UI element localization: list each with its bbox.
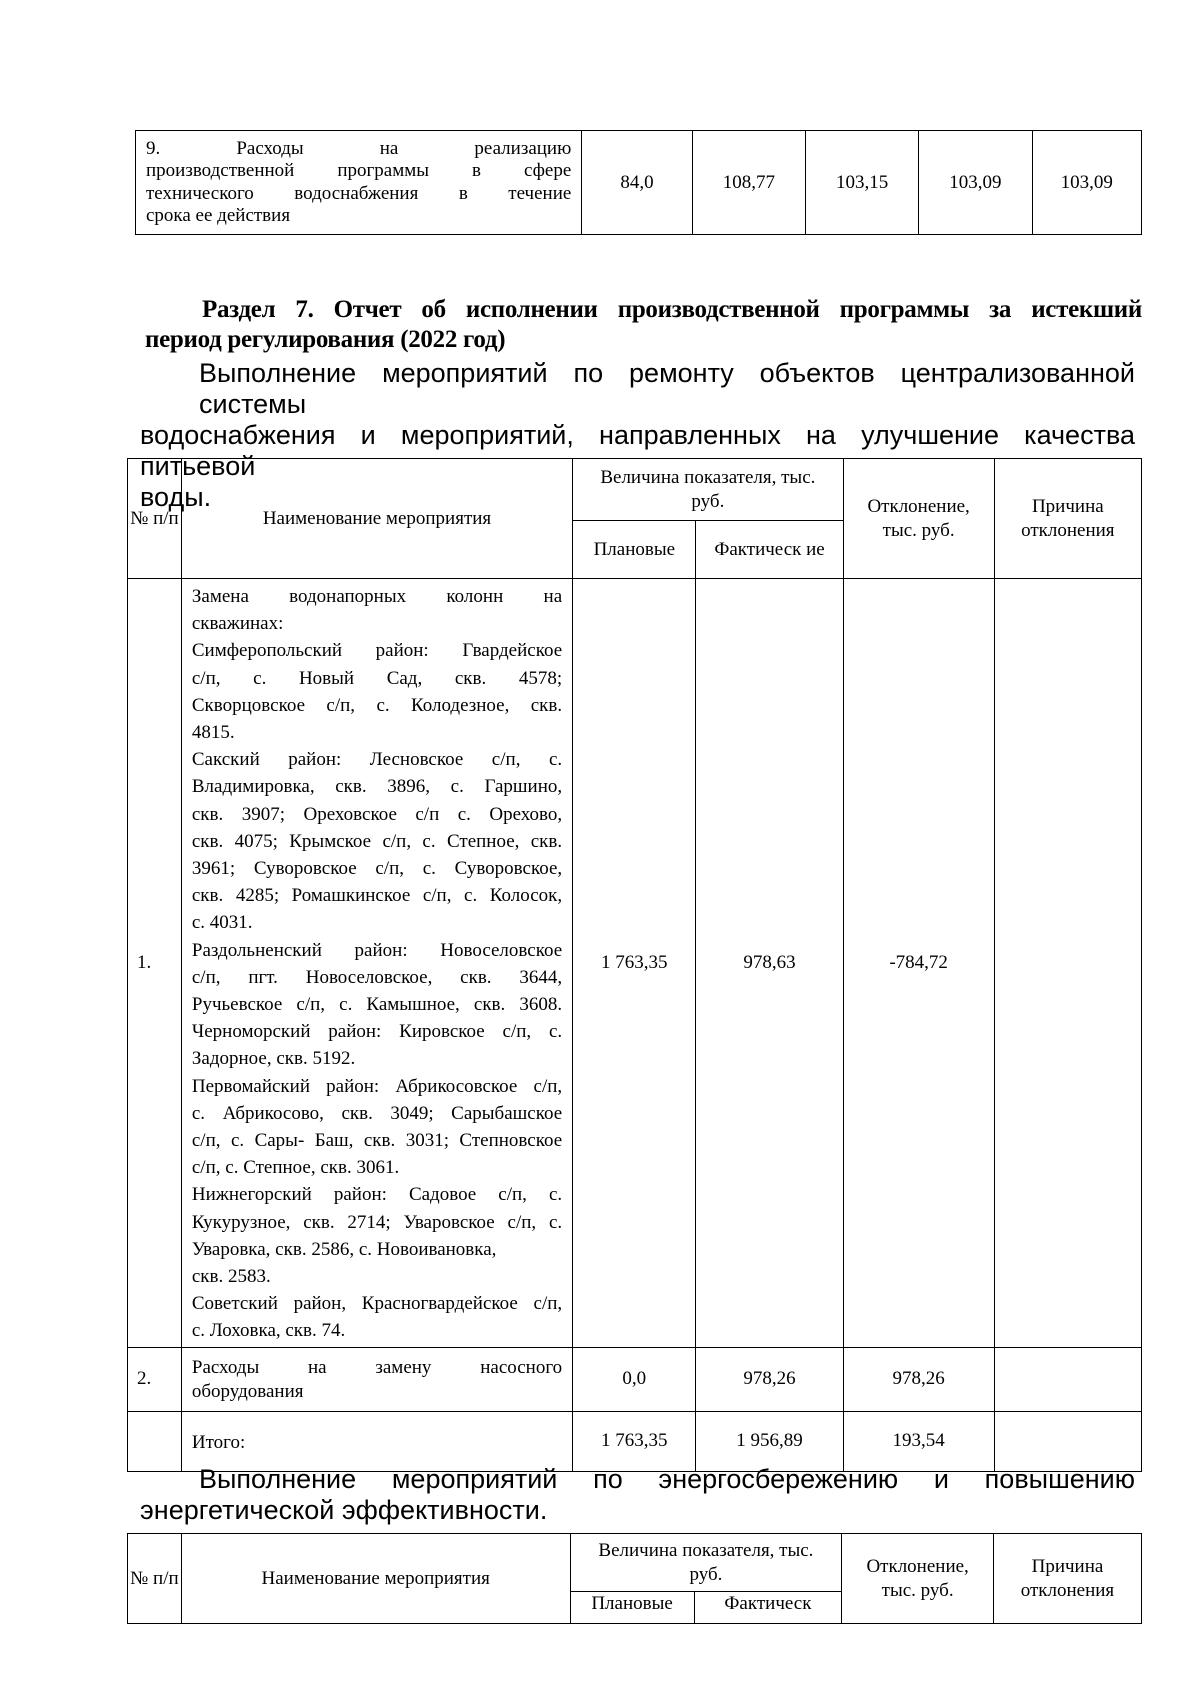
section-title-line: период регулирования (2022 год) (145, 326, 506, 353)
table-total-row (128, 1411, 1142, 1471)
table-row (136, 131, 1142, 235)
row-label-line: 9. Расходы на реализацию (146, 137, 572, 159)
table-header-row (128, 459, 1142, 521)
header-num: № п/п (128, 459, 182, 579)
paragraph-line: Выполнение мероприятий по энергосбережению и повышению (199, 1464, 1135, 1494)
planned-total: 1 763,35 (573, 1411, 696, 1471)
description-line: с. 4031. (191, 912, 253, 934)
actual-total: 1 956,89 (696, 1411, 843, 1471)
description-line: Замена водонапорных колонн на (191, 586, 563, 607)
table-header-row (128, 1534, 1142, 1592)
description-line: Ручьевское с/п, с. Камышное, скв. 3608. (191, 994, 563, 1016)
table-row (128, 579, 1142, 1348)
row-num: 2. (128, 1347, 182, 1411)
header-actual: Фактическ (694, 1592, 842, 1624)
description-line: Расходы на замену насосного (191, 1357, 563, 1379)
reason-value (994, 579, 1141, 1348)
paragraph-line: Выполнение мероприятий по ремонту объектов централизованной системы (199, 358, 1135, 419)
actual-value: 978,63 (696, 579, 843, 1348)
reason-value (994, 1411, 1141, 1471)
total-label (181, 1411, 572, 1471)
deviation-value: 978,26 (843, 1347, 994, 1411)
description-line: 4815. (191, 722, 235, 744)
paragraph-line: воды. (140, 482, 212, 512)
description-line: скв. 4285; Ромашкинское с/п, с. Колосок, (191, 885, 563, 907)
deviation-value: -784,72 (843, 579, 994, 1348)
description-line: Скворцовское с/п, с. Колодезное, скв. (191, 694, 563, 716)
actual-value: 978,26 (696, 1347, 843, 1411)
measure-description (181, 1347, 572, 1411)
description-line: скв. 2583. (191, 1266, 271, 1288)
description-line: Сакский район: Лесновское с/п, с. (191, 749, 563, 771)
header-deviation: Отклонение, тыс. руб. (843, 459, 994, 579)
description-line: Черноморский район: Кировское с/п, с. (191, 1021, 563, 1043)
header-planned: Плановые (570, 1592, 694, 1624)
description-line: Уваровка, скв. 2586, с. Новоивановка, (191, 1238, 497, 1260)
energy-intro-paragraph (140, 1464, 1135, 1526)
row-num (128, 1411, 182, 1471)
description-line: Задорное, скв. 5192. (191, 1048, 356, 1070)
value-cell: 108,77 (692, 131, 805, 235)
description-line: 3961; Суворовское с/п, с. Суворовское, (191, 858, 563, 880)
header-value-group: Величина показателя, тыс. руб. (570, 1534, 842, 1592)
planned-value: 1 763,35 (573, 579, 696, 1348)
description-line: Симферопольский район: Гвардейское (191, 640, 563, 662)
row-label-line: срока ее действия (146, 205, 291, 226)
description-line: Первомайский район: Абрикосовское с/п, (191, 1075, 563, 1097)
table-row (128, 1347, 1142, 1411)
row-num: 1. (128, 579, 182, 1348)
description-line: Советский район, Красногвардейское с/п, (191, 1293, 563, 1315)
total-label-text: Итого: (191, 1431, 246, 1453)
repair-measures-table (127, 458, 1142, 1472)
measure-description (181, 579, 572, 1348)
value-cell: 103,15 (806, 131, 919, 235)
description-line: оборудования (191, 1381, 304, 1403)
paragraph-line: энергетической эффективности. (140, 1495, 548, 1525)
header-reason: Причина отклонения (993, 1534, 1141, 1624)
row-label-line: технического водоснабжения в течение (146, 182, 572, 204)
value-cell: 84,0 (582, 131, 693, 235)
header-deviation: Отклонение, тыс. руб. (842, 1534, 994, 1624)
paragraph-line: водоснабжения и мероприятий, направленных на улучшение качества питьевой (140, 420, 1135, 481)
header-value-group: Величина показателя, тыс. руб. (573, 459, 843, 521)
header-planned: Плановые (573, 521, 696, 579)
description-line: скв. 4075; Крымское с/п, с. Степное, скв. (191, 830, 563, 852)
row-label-line: производственной программы в сфере (146, 160, 572, 181)
description-line: скважинах: (191, 613, 284, 635)
header-reason: Причина отклонения (994, 459, 1141, 579)
header-name: Наименование мероприятия (181, 1534, 570, 1624)
description-line: с/п, пгт. Новоселовское, скв. 3644, (191, 966, 563, 988)
description-line: Нижнегорский район: Садовое с/п, с. (191, 1184, 563, 1206)
deviation-total: 193,54 (843, 1411, 994, 1471)
planned-value: 0,0 (573, 1347, 696, 1411)
description-line: с. Лоховка, скв. 74. (191, 1320, 346, 1342)
description-line: Кукурузное, скв. 2714; Уваровское с/п, с. (191, 1211, 563, 1233)
reason-value (994, 1347, 1141, 1411)
section-title-line: Раздел 7. Отчет об исполнении производственной программы за истекший (202, 296, 1142, 323)
expenses-summary-table (135, 130, 1142, 235)
description-line: с. Абрикосово, скв. 3049; Сарыбашское (191, 1102, 563, 1124)
energy-measures-table (127, 1533, 1142, 1624)
value-cell: 103,09 (1032, 131, 1141, 235)
header-num: № п/п (128, 1534, 182, 1624)
description-line: скв. 3907; Ореховское с/п с. Орехово, (191, 803, 563, 825)
description-line: с/п, с. Сары- Баш, скв. 3031; Степновское (191, 1130, 563, 1152)
value-cell: 103,09 (919, 131, 1032, 235)
description-line: с/п, с. Степное, скв. 3061. (191, 1157, 400, 1179)
header-name: Наименование мероприятия (181, 459, 572, 579)
section-title (145, 295, 1142, 355)
row-label-cell (136, 131, 582, 235)
description-line: Владимировка, скв. 3896, с. Гаршино, (191, 776, 563, 798)
description-line: с/п, с. Новый Сад, скв. 4578; (191, 667, 563, 689)
header-actual: Фактическ ие (696, 521, 843, 579)
description-line: Раздольненский район: Новоселовское (191, 939, 563, 961)
